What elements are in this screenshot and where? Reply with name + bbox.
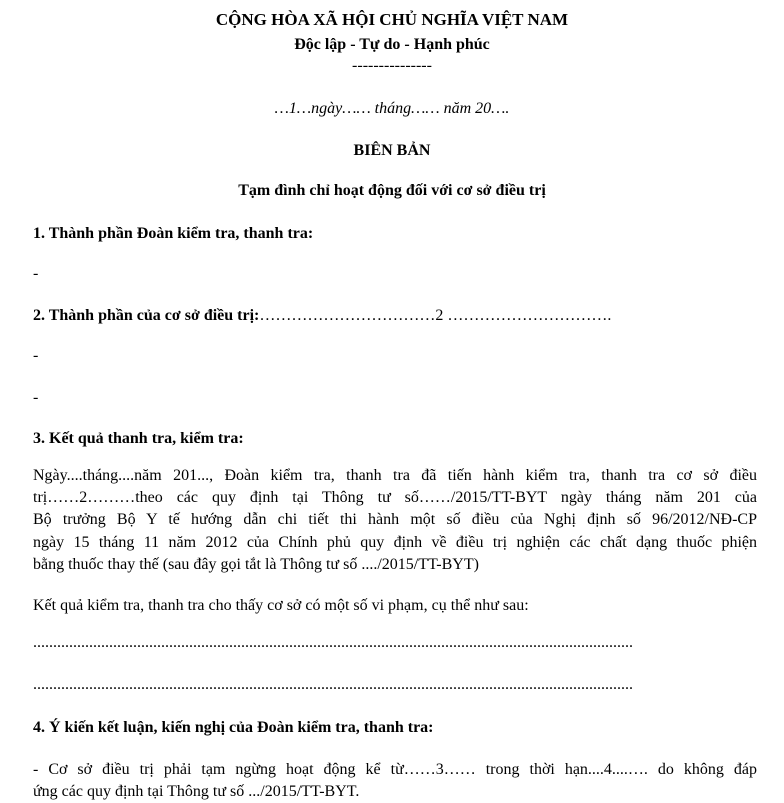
document-subtitle: Tạm đình chỉ hoạt động đối với cơ sở điều trị [238, 182, 546, 199]
paragraph-line: ứng các quy định tại Thông tư số .../2015/TT-BYT. [33, 783, 360, 801]
section-1-heading: 1. Thành phần Đoàn kiểm tra, thanh tra: [33, 225, 314, 242]
section-4-heading: 4. Ý kiến kết luận, kiến nghị của Đoàn kiểm tra, thanh tra: [33, 719, 434, 736]
result-intro: Kết quả kiểm tra, thanh tra cho thấy cơ sở có một số vi phạm, cụ thể như sau: [33, 597, 529, 614]
section-2-heading: 2. Thành phần của cơ sở điều trị: [33, 307, 260, 324]
section-2-heading-row [33, 306, 611, 326]
document-title: BIÊN BẢN [353, 142, 431, 159]
header-separator: --------------- [352, 57, 432, 74]
paragraph-line: Ngày....tháng....năm 201..., Đoàn kiểm tra, thanh tra đã tiến hành kiểm tra, thanh tra cơ sở điều [33, 467, 757, 484]
paragraph-line: - Cơ sở điều trị phải tạm ngừng hoạt động kể từ……3…… trong thời hạn....4....…. do không đáp [33, 761, 757, 778]
section-1-item: - [33, 265, 39, 282]
section-3-paragraph [33, 465, 757, 576]
section-3-heading: 3. Kết quả thanh tra, kiểm tra: [33, 430, 244, 447]
paragraph-line: Bộ trưởng Bộ Y tế hướng dẫn chi tiết thi hành một số điều của Nghị định số 96/2012/NĐ-CP [33, 511, 757, 529]
national-motto: Độc lập - Tự do - Hạnh phúc [294, 36, 490, 53]
paragraph-line: ngày 15 tháng 11 năm 2012 của Chính phủ quy định về điều trị nghiện các chất dạng thuốc phiện [33, 533, 757, 551]
section-4-paragraph [33, 759, 757, 803]
violation-dots-line-1: ...................................................................................................................................................... [33, 634, 633, 651]
country-name: CỘNG HÒA XÃ HỘI CHỦ NGHĨA VIỆT NAM [215, 10, 569, 29]
violation-dots-line-2: ...................................................................................................................................................... [33, 676, 633, 693]
paragraph-line: trị……2………theo các quy định tại Thông tư số……/2015/TT-BYT ngày tháng năm 201 của [33, 489, 757, 507]
section-2-item-2: - [33, 389, 39, 406]
section-2-heading-fill: ……………………………2 …………………………. [259, 307, 612, 324]
paragraph-line: bằng thuốc thay thế (sau đây gọi tắt là Thông tư số ..../2015/TT-BYT) [33, 555, 479, 573]
date-line: …1…ngày…… tháng…… năm 20…. [274, 100, 510, 117]
section-2-item-1: - [33, 347, 39, 364]
